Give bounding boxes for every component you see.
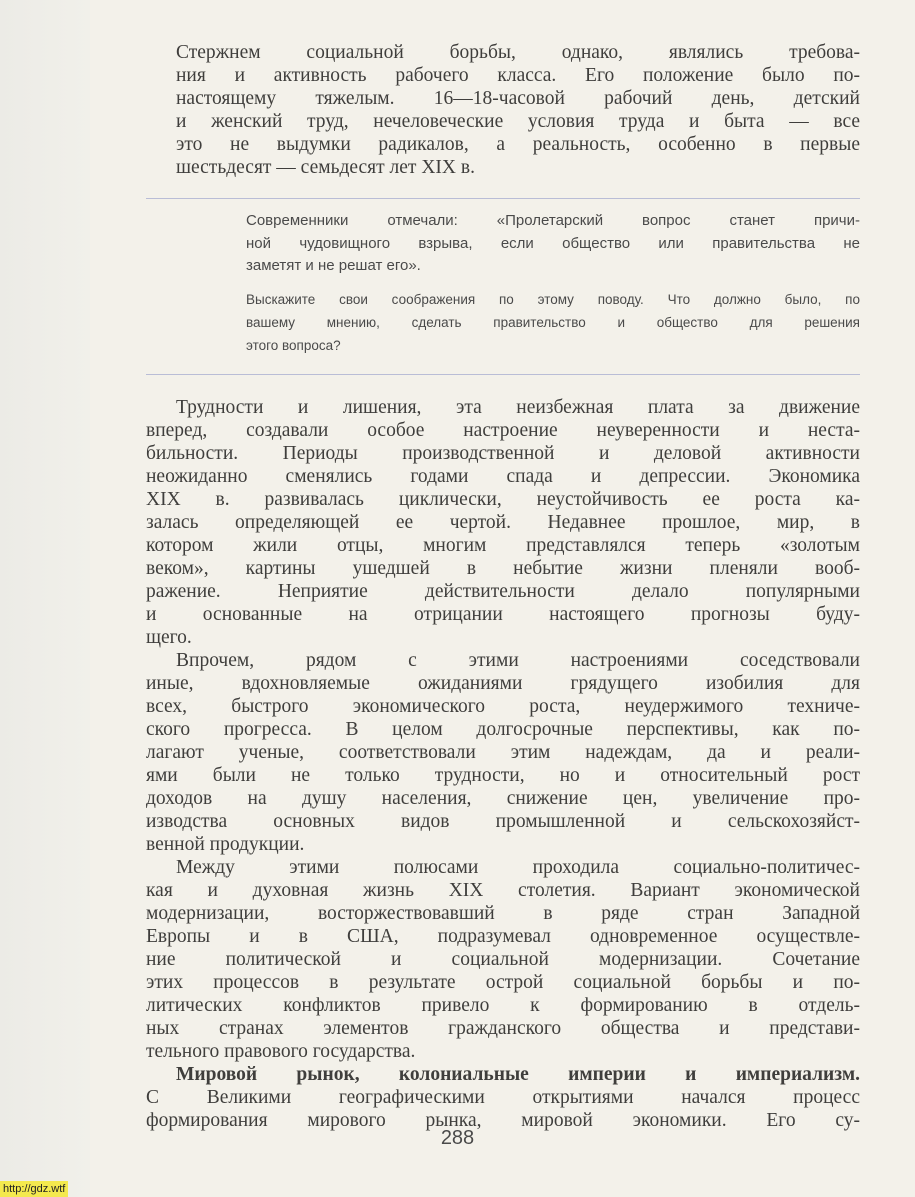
text-line: бильности. Периоды производственной и деловой активности [146,443,860,464]
section-world-market [146,1063,860,1132]
text-line: вперед, создавали особое настроение неуверенности и неста- [146,420,860,441]
question-line: этого вопроса? [246,337,341,353]
text-line: ями были не только трудности, но и относительный рост [146,765,860,786]
text-line: Трудности и лишения, эта неизбежная плата за движение [176,397,860,418]
text-line: Между этими полюсами проходила социально-политичес- [176,857,860,878]
text-line: Впрочем, рядом с этими настроениями соседствовали [176,650,860,671]
text-line: модернизации, восторжествовавший в ряде стран Западной [146,903,860,924]
text-line: всех, быстрого экономического роста, неудержимого техниче- [146,696,860,717]
contemporaries-quote [246,210,860,278]
text-line: ния и активность рабочего класса. Его положение было по- [176,65,860,86]
site-watermark: http://gdz.wtf [0,1181,68,1197]
sidebar-quote-box [246,210,860,357]
page-number: 288 [440,1127,475,1149]
text-line: формирования мирового рынка, мировой экономики. Его су- [146,1110,860,1131]
text-line: тельного правового государства. [146,1041,416,1062]
text-line: кая и духовная жизнь XIX столетия. Вариант экономической [146,880,860,901]
text-line: и женский труд, нечеловеческие условия труда и быта — все [176,111,860,132]
text-line: и основанные на отрицании настоящего прогнозы буду- [146,604,860,625]
page-margin [0,0,90,1197]
text-line: Стержнем социальной борьбы, однако, являлись требова- [176,42,860,63]
paragraph-however [146,649,860,856]
text-line: С Великими географическими открытиями начался процесс [146,1087,860,1108]
paragraph-difficulties [146,396,860,649]
text-line: изводства основных видов промышленной и сельскохозяйст- [146,811,860,832]
section-heading: Мировой рынок, колониальные империи и империализм. [176,1064,860,1085]
text-line: ского прогресса. В целом долгосрочные перспективы, как по- [146,719,860,740]
text-line: ние политической и социальной модернизации. Сочетание [146,949,860,970]
text-line: Европы и в США, подразумевал одновременное осуществле- [146,926,860,947]
text-line: литических конфликтов привело к формированию в отдель- [146,995,860,1016]
text-line: лагают ученые, соответствовали этим надеждам, да и реали- [146,742,860,763]
quote-line: Современники отмечали: «Пролетарский вопрос станет причи- [246,212,860,229]
paragraph-social-struggle [176,41,860,179]
paragraph-between-poles [146,856,860,1063]
text-line: шестьдесят — семьдесят лет XIX в. [176,157,475,178]
discussion-question [246,288,860,357]
text-line: настоящему тяжелым. 16—18-часовой рабочий день, детский [176,88,860,109]
box-top-divider [146,198,860,199]
text-line: венной продукции. [146,834,305,855]
question-line: Выскажите свои соображения по этому поводу. Что должно было, по [246,291,860,307]
text-line: залась определяющей ее чертой. Недавнее прошлое, мир, в [146,512,860,533]
question-line: вашему мнению, сделать правительство и общество для решения [246,314,860,330]
text-line: неожиданно сменялись годами спада и депрессии. Экономика [146,466,860,487]
text-line: ражение. Неприятие действительности делало популярными [146,581,860,602]
text-line: котором жили отцы, многим представлялся теперь «золотым [146,535,860,556]
text-line: доходов на душу населения, снижение цен, увеличение про- [146,788,860,809]
text-line: ных странах элементов гражданского общества и представи- [146,1018,860,1039]
text-line: это не выдумки радикалов, а реальность, особенно в первые [176,134,860,155]
quote-line: ной чудовищного взрыва, если общество или правительства не [246,234,860,252]
text-line: иные, вдохновляемые ожиданиями грядущего изобилия для [146,673,860,694]
box-bottom-divider [146,374,860,375]
text-line: щего. [146,627,192,648]
quote-line: заметят и не решат его». [246,257,421,274]
text-line: этих процессов в результате острой социальной борьбы и по- [146,972,860,993]
text-line: веком», картины ушедшей в небытие жизни пленяли вооб- [146,558,860,579]
text-line: XIX в. развивалась циклически, неустойчивость ее роста ка- [146,489,860,510]
